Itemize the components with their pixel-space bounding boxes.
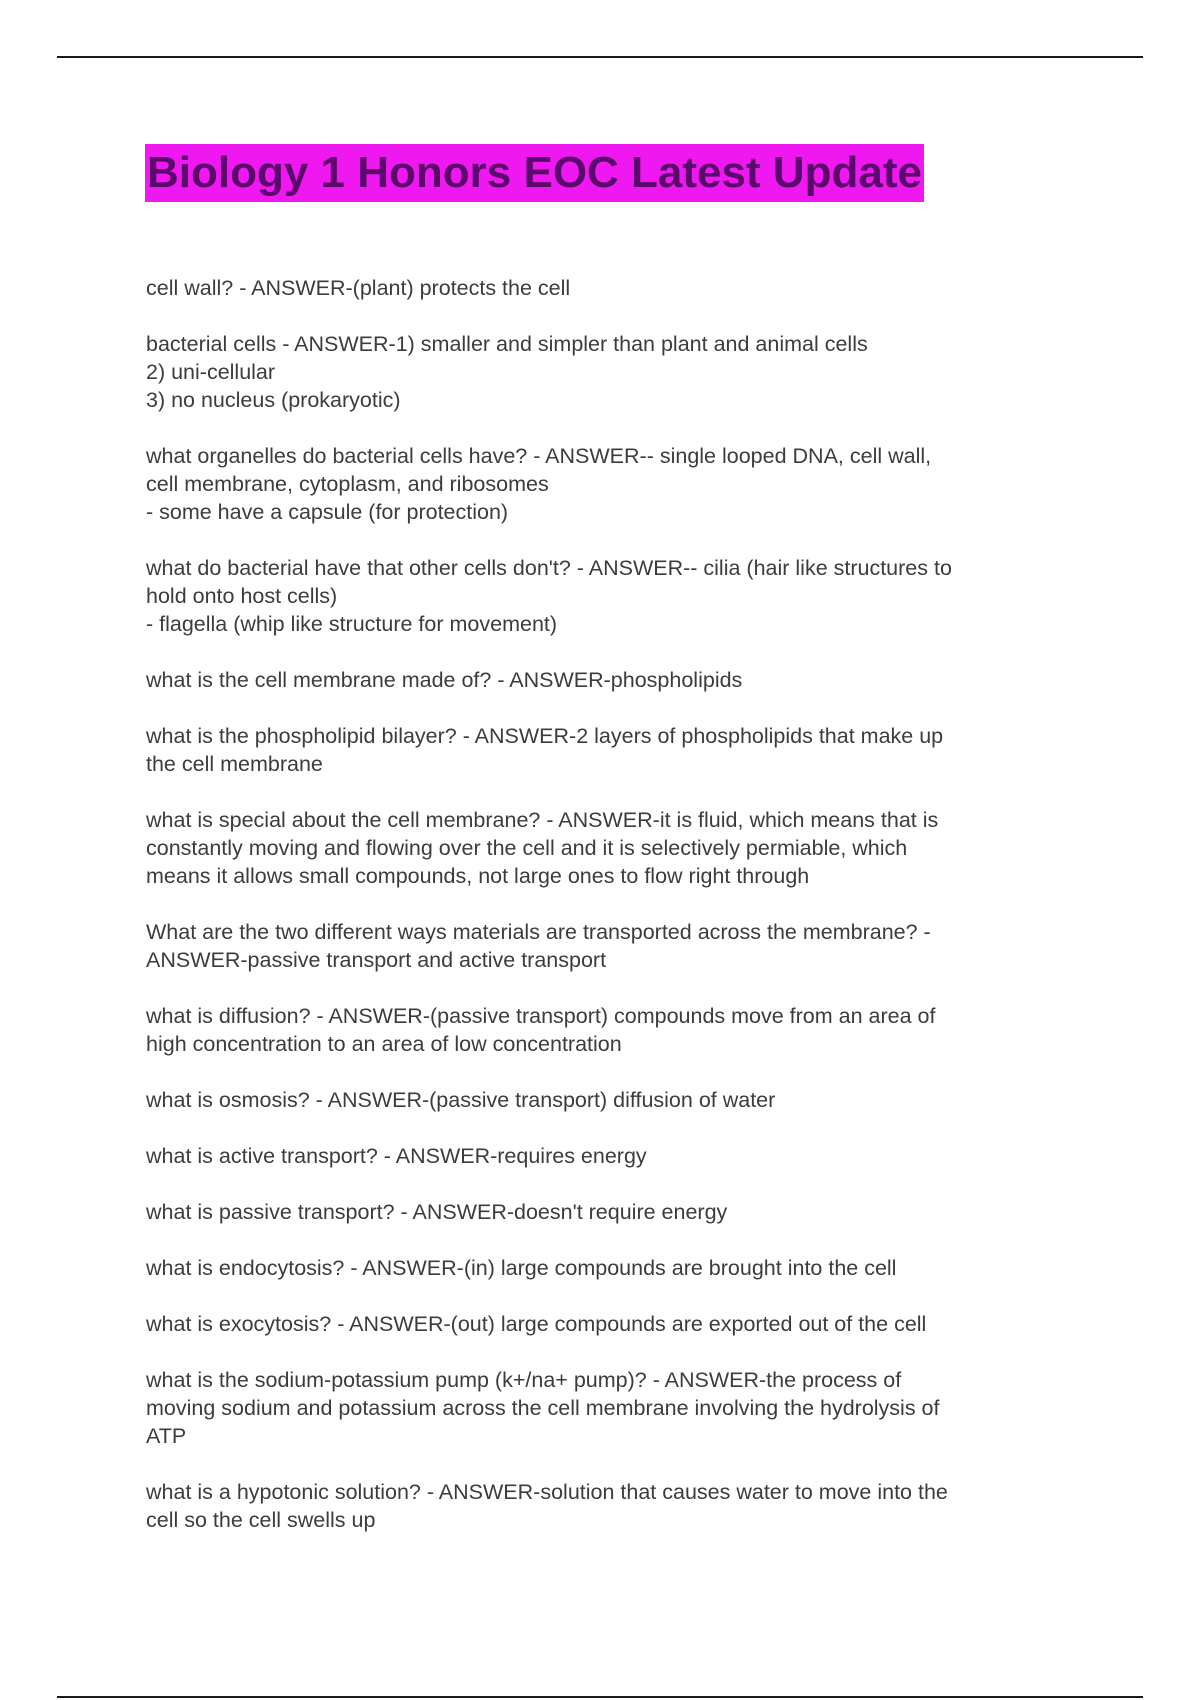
qa-item-cell-membrane-special: what is special about the cell membrane? - ANSWER-it is fluid, which means that is constantly moving and flowing over the cell and it is selectively permiable, which means it allows small compounds, not large ones to flow right through	[146, 808, 939, 888]
document-title: Biology 1 Honors EOC Latest Update	[145, 144, 924, 202]
qa-item-cell-membrane-made-of: what is the cell membrane made of? - ANSWER-phospholipids	[146, 668, 743, 692]
qa-item-phospholipid-bilayer: what is the phospholipid bilayer? - ANSWER-2 layers of phospholipids that make up the cell membrane	[146, 724, 944, 776]
qa-item-transport-ways: What are the two different ways materials are transported across the membrane? - ANSWER-passive transport and active transport	[146, 920, 931, 972]
title-block	[145, 144, 924, 202]
qa-item-hypotonic-solution: what is a hypotonic solution? - ANSWER-solution that causes water to move into the cell so the cell swells up	[146, 1480, 948, 1532]
qa-item-active-transport: what is active transport? - ANSWER-requires energy	[146, 1144, 647, 1168]
qa-item-bacterial-cells: bacterial cells - ANSWER-1) smaller and simpler than plant and animal cells 2) uni-cellular 3) no nucleus (prokaryotic)	[146, 332, 868, 412]
qa-item-osmosis: what is osmosis? - ANSWER-(passive transport) diffusion of water	[146, 1088, 776, 1112]
qa-item-bacterial-unique: what do bacterial have that other cells don't? - ANSWER-- cilia (hair like structures to hold onto host cells) - flagella (whip like structure for movement)	[146, 556, 952, 636]
qa-list	[146, 274, 1066, 1562]
bottom-divider	[57, 1696, 1143, 1698]
qa-item-exocytosis: what is exocytosis? - ANSWER-(out) large compounds are exported out of the cell	[146, 1312, 927, 1336]
qa-item-endocytosis: what is endocytosis? - ANSWER-(in) large compounds are brought into the cell	[146, 1256, 897, 1280]
qa-item-passive-transport: what is passive transport? - ANSWER-doesn't require energy	[146, 1200, 728, 1224]
qa-item-diffusion: what is diffusion? - ANSWER-(passive transport) compounds move from an area of high concentration to an area of low concentration	[146, 1004, 936, 1056]
qa-item-bacterial-organelles: what organelles do bacterial cells have? - ANSWER-- single looped DNA, cell wall, cell membrane, cytoplasm, and ribosomes - some have a capsule (for protection)	[146, 444, 932, 524]
qa-item-sodium-potassium-pump: what is the sodium-potassium pump (k+/na+ pump)? - ANSWER-the process of moving sodium and potassium across the cell membrane involving the hydrolysis of ATP	[146, 1368, 940, 1448]
qa-item-cell-wall: cell wall? - ANSWER-(plant) protects the cell	[146, 276, 571, 300]
top-divider	[57, 56, 1143, 58]
